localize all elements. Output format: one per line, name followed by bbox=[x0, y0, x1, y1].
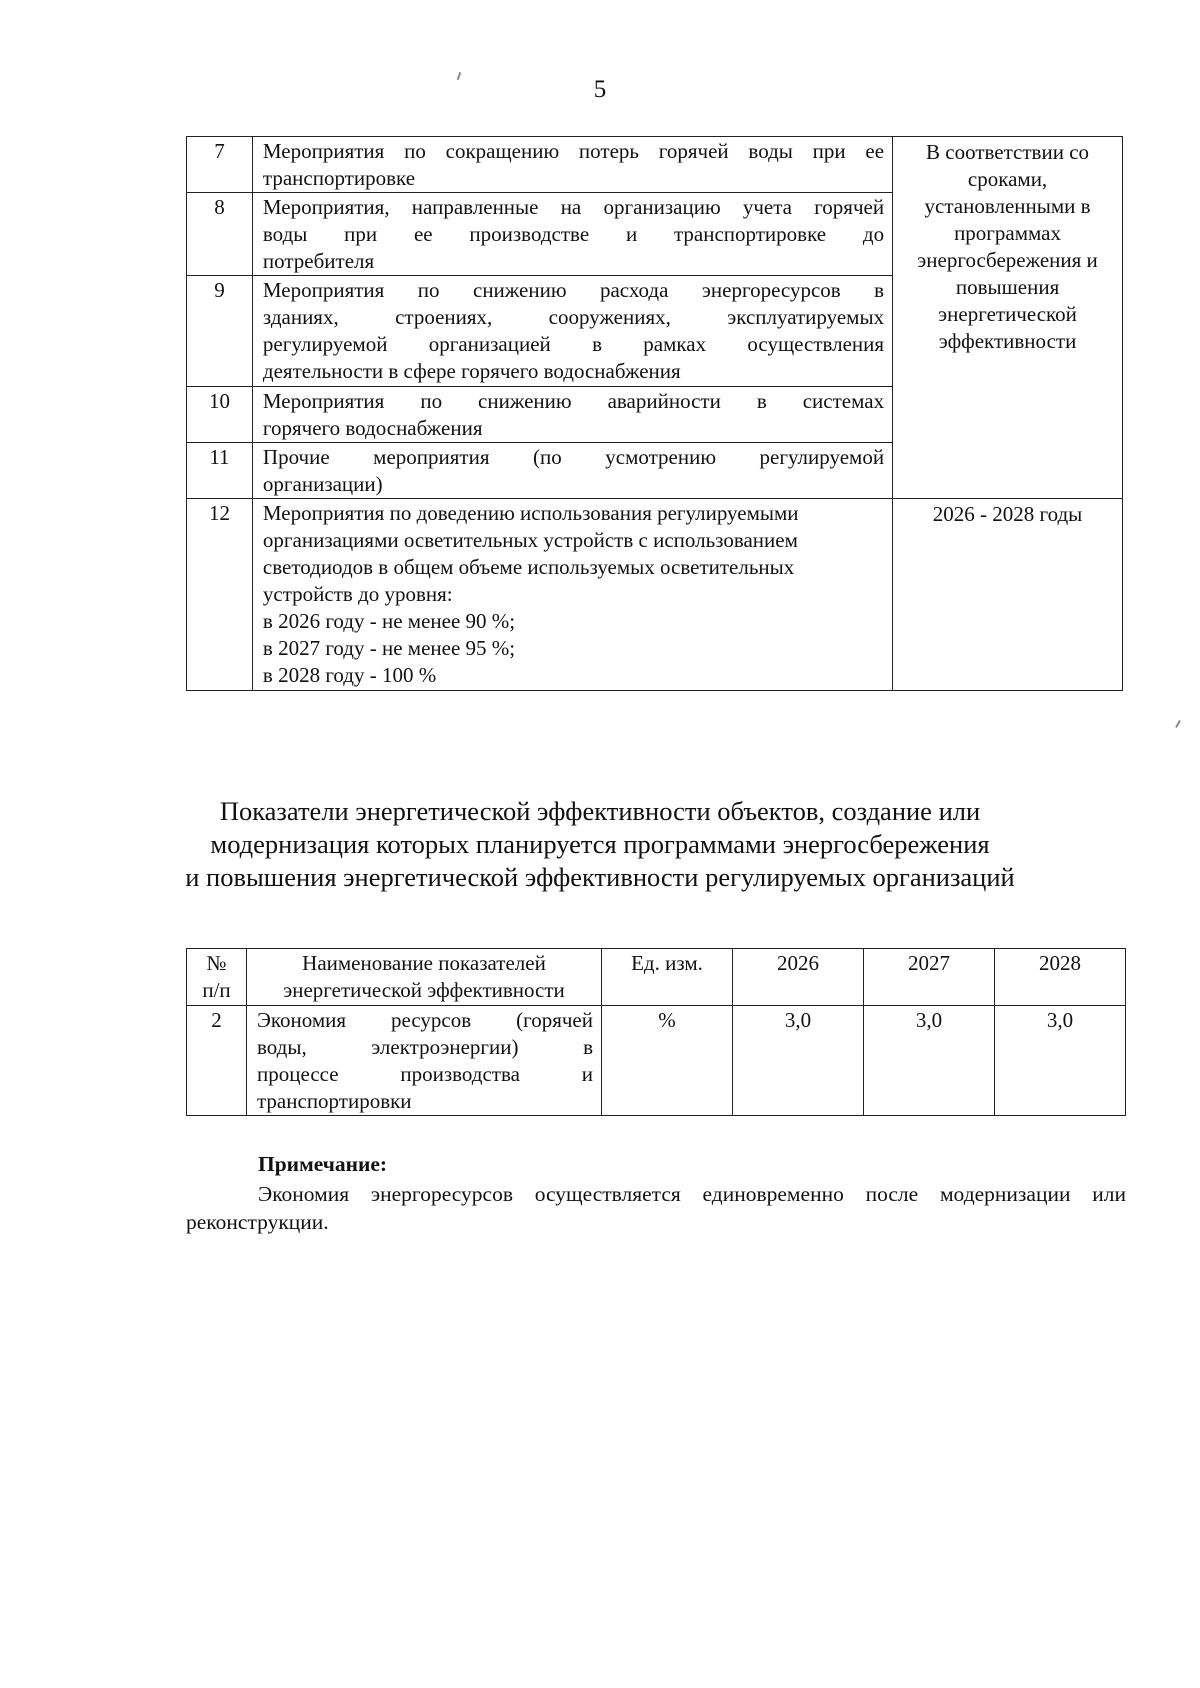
row-number: 11 bbox=[187, 443, 253, 499]
text-line: потребителя bbox=[262, 249, 375, 273]
text-line: воды, электроэнергии) в bbox=[257, 1035, 593, 1059]
text-line: в 2026 году - не менее 90 %; bbox=[262, 609, 516, 633]
value-cell: 3,0 bbox=[733, 1006, 864, 1116]
text-line: энергетической bbox=[938, 302, 1077, 326]
header-name bbox=[247, 949, 602, 1006]
text-line: зданиях, строениях, сооружениях, эксплуатируемых bbox=[262, 305, 885, 329]
text-line: энергосбережения и bbox=[917, 248, 1098, 272]
row-number: 8 bbox=[187, 193, 253, 276]
measure-description bbox=[252, 387, 892, 443]
text-line: организациями осветительных устройств с использованием bbox=[262, 528, 798, 552]
text-line: сроками, bbox=[967, 167, 1048, 191]
header-num bbox=[187, 949, 247, 1006]
text-line: деятельности в сфере горячего водоснабжения bbox=[262, 359, 681, 383]
indicators-table bbox=[186, 948, 1126, 1116]
heading-line: и повышения энергетической эффективности регулируемых организаций bbox=[185, 862, 1015, 892]
measures-table bbox=[186, 136, 1123, 691]
row-number: 9 bbox=[187, 276, 253, 387]
scan-mark bbox=[1175, 720, 1181, 728]
text-line: программах bbox=[954, 221, 1061, 245]
note-text: Экономия энергоресурсов осуществляется единовременно после модернизации или реконструкции. bbox=[186, 1182, 1126, 1234]
value-cell: 3,0 bbox=[995, 1006, 1126, 1116]
table-header-row bbox=[187, 949, 1126, 1006]
text-line: установленными в bbox=[924, 194, 1091, 218]
measure-description bbox=[252, 499, 892, 691]
text-line: Наименование показателей bbox=[302, 951, 546, 975]
text-line: эффективности bbox=[938, 329, 1077, 353]
text-line: Мероприятия, направленные на организацию учета горячей bbox=[262, 195, 885, 219]
text-line: Мероприятия по доведению использования регулируемыми bbox=[262, 501, 799, 525]
row-number: 10 bbox=[187, 387, 253, 443]
table-row bbox=[187, 137, 1123, 193]
text-line: энергетической эффективности bbox=[283, 978, 565, 1002]
text-line: процессе производства и bbox=[257, 1062, 593, 1086]
unit-cell: % bbox=[602, 1006, 733, 1116]
text-line: повышения bbox=[955, 275, 1060, 299]
text-line: устройств до уровня: bbox=[262, 582, 453, 606]
text-line: транспортировке bbox=[262, 166, 416, 190]
header-year: 2027 bbox=[864, 949, 995, 1006]
row-number: 12 bbox=[187, 499, 253, 691]
text-line: воды при ее производстве и транспортировке до bbox=[262, 222, 885, 246]
measure-description bbox=[252, 276, 892, 387]
text-line: организации) bbox=[262, 472, 383, 496]
row-number: 7 bbox=[187, 137, 253, 193]
page-number: 5 bbox=[593, 76, 607, 103]
indicator-name bbox=[247, 1006, 602, 1116]
text-line: в 2028 году - 100 % bbox=[262, 663, 437, 687]
text-line: п/п bbox=[202, 978, 231, 1002]
heading-line: Показатели энергетической эффективности объектов, создание или bbox=[219, 796, 981, 826]
table-row bbox=[187, 499, 1123, 691]
row-number: 2 bbox=[187, 1006, 247, 1116]
measure-description bbox=[252, 443, 892, 499]
measure-description bbox=[252, 137, 892, 193]
header-year: 2028 bbox=[995, 949, 1126, 1006]
text-line: регулируемой организацией в рамках осуществления bbox=[262, 332, 885, 356]
text-line: Прочие мероприятия (по усмотрению регулируемой bbox=[262, 445, 885, 469]
text-line: Экономия ресурсов (горячей bbox=[257, 1008, 593, 1032]
heading-line: модернизация которых планируется программами энергосбережения bbox=[210, 829, 990, 859]
text-line: в 2027 году - не менее 95 %; bbox=[262, 636, 516, 660]
text-line: горячего водоснабжения bbox=[262, 416, 483, 440]
note-title: Примечание: bbox=[258, 1152, 388, 1176]
measure-description bbox=[252, 193, 892, 276]
text-line: светодиодов в общем объеме используемых осветительных bbox=[262, 555, 795, 579]
text-line: Мероприятия по сокращению потерь горячей воды при ее bbox=[262, 139, 885, 163]
text-line: В соответствии со bbox=[926, 140, 1090, 164]
text-line: № bbox=[206, 951, 227, 975]
term-merged-cell bbox=[893, 137, 1123, 499]
table-row bbox=[187, 1006, 1126, 1116]
header-unit: Ед. изм. bbox=[602, 949, 733, 1006]
section-heading bbox=[150, 795, 1050, 894]
text-line: Мероприятия по снижению аварийности в системах bbox=[262, 389, 885, 413]
text-line: транспортировки bbox=[257, 1089, 412, 1113]
text-line: Мероприятия по снижению расхода энергоресурсов в bbox=[262, 278, 885, 302]
term-cell: 2026 - 2028 годы bbox=[893, 499, 1123, 691]
header-year: 2026 bbox=[733, 949, 864, 1006]
value-cell: 3,0 bbox=[864, 1006, 995, 1116]
